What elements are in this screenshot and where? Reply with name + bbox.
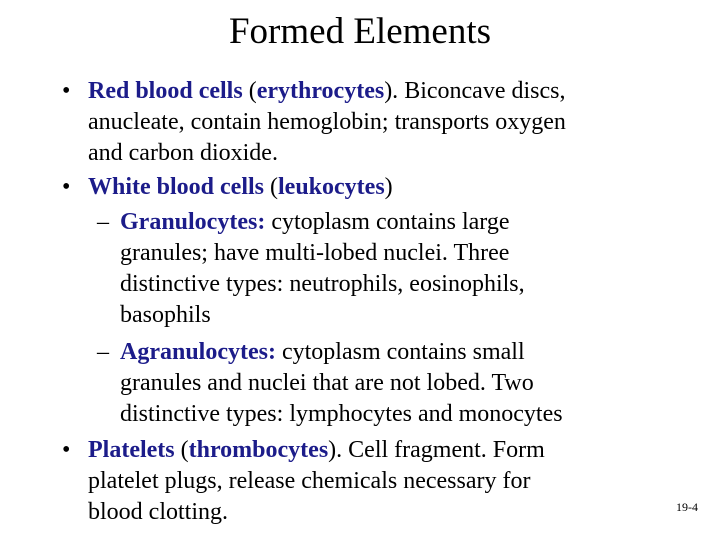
sub-bullet-icon: –: [97, 209, 109, 235]
paren-close: ): [384, 174, 393, 200]
paren-open: (: [174, 437, 189, 463]
term-white-blood-cells: White blood cells: [88, 174, 265, 200]
sub-bullet-granulocytes: [120, 207, 640, 238]
term-thrombocytes: thrombocytes: [188, 437, 329, 463]
term-leukocytes: leukocytes: [278, 174, 385, 200]
bullet-text-line: Biconcave discs,: [398, 78, 566, 104]
bullet-text-line: platelet plugs, release chemicals necessary for: [88, 468, 531, 494]
term-agranulocytes: Agranulocytes:: [120, 339, 276, 365]
sub-bullet-text-line: basophils: [120, 302, 211, 328]
bullet-text-line: Cell fragment. Form: [342, 437, 545, 463]
sub-bullet-agranulocytes: [120, 337, 640, 368]
bullet-text-line: blood clotting.: [88, 499, 228, 525]
bullet-platelets: [88, 435, 688, 466]
paren-open: (: [264, 174, 279, 200]
paren-close: ).: [328, 437, 343, 463]
term-granulocytes: Granulocytes:: [120, 209, 266, 235]
sub-bullet-text-line: cytoplasm contains small: [275, 339, 525, 365]
bullet-icon: •: [62, 437, 71, 463]
term-erythrocytes: erythrocytes: [256, 78, 385, 104]
bullet-white-blood-cells: [88, 172, 688, 203]
bullet-text-line: anucleate, contain hemoglobin; transports oxygen: [88, 109, 566, 135]
bullet-red-blood-cells: [88, 76, 688, 107]
slide-title: Formed Elements: [228, 11, 492, 52]
sub-bullet-text-line: distinctive types: neutrophils, eosinophils,: [120, 271, 525, 297]
sub-bullet-icon: –: [97, 339, 109, 365]
term-platelets: Platelets: [88, 437, 175, 463]
paren-close: ).: [384, 78, 399, 104]
slide-number: 19-4: [676, 500, 698, 514]
bullet-text-line: and carbon dioxide.: [88, 140, 278, 166]
sub-bullet-text-line: granules and nuclei that are not lobed. Two: [120, 370, 534, 396]
sub-bullet-text-line: cytoplasm contains large: [265, 209, 510, 235]
bullet-icon: •: [62, 174, 71, 200]
paren-open: (: [242, 78, 257, 104]
term-red-blood-cells: Red blood cells: [88, 78, 243, 104]
sub-bullet-text-line: granules; have multi-lobed nuclei. Three: [120, 240, 510, 266]
sub-bullet-text-line: distinctive types: lymphocytes and monocytes: [120, 401, 563, 427]
bullet-icon: •: [62, 78, 71, 104]
